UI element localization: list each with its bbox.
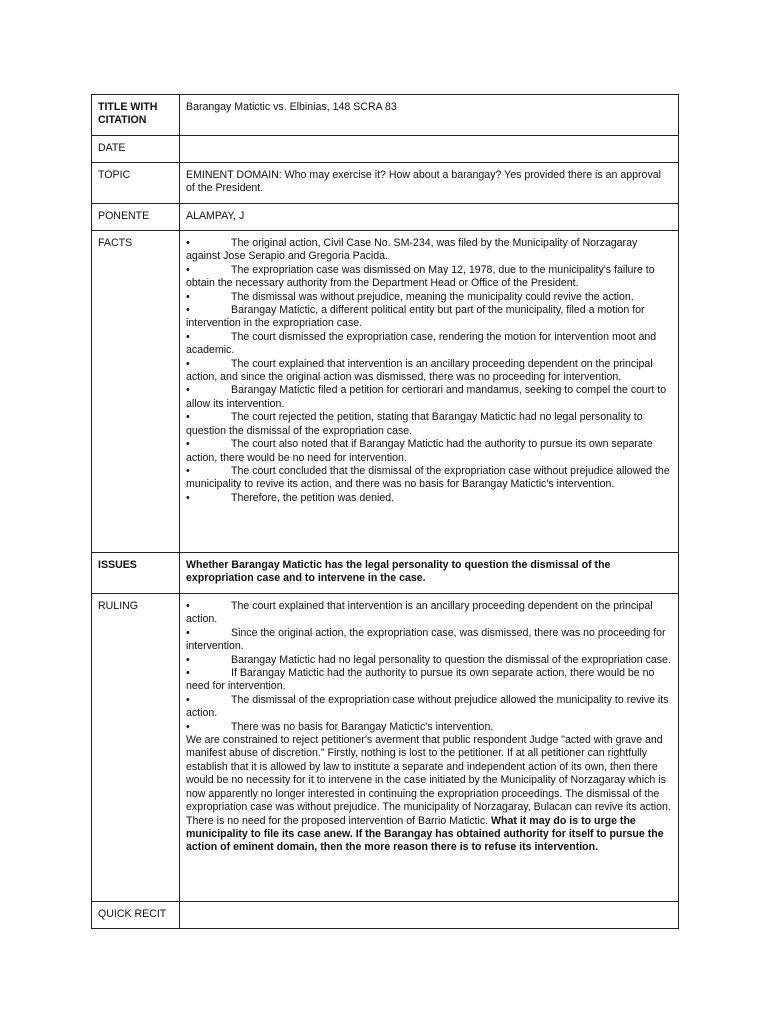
title-value: Barangay Matictic vs. Elbinias, 148 SCRA 83 xyxy=(180,95,679,136)
fact-text: The court also noted that if Barangay Matictic had the authority to pursue its own separate action, there would be no need for intervention. xyxy=(186,438,653,464)
ruling-text: Barangay Matictic had no legal personality to question the dismissal of the expropriation case. xyxy=(231,653,671,666)
ponente-row xyxy=(92,204,679,231)
bullet-icon: • xyxy=(186,411,190,424)
ruling-text: The dismissal of the expropriation case without prejudice allowed the municipality to revive its action. xyxy=(186,693,669,720)
fact-text: Barangay Matictic, a different political entity but part of the municipality, filed a motion for intervention in the expropriation case. xyxy=(186,304,645,330)
date-label: DATE xyxy=(92,136,180,163)
fact-item xyxy=(186,237,672,264)
fact-text: The expropriation case was dismissed on May 12, 1978, due to the municipality's failure to obtain the necessary authority from the Department Head or Office of the President. xyxy=(186,263,655,290)
ponente-value: ALAMPAY, J xyxy=(180,204,679,231)
bullet-icon: • xyxy=(186,720,190,733)
fact-item xyxy=(186,465,672,492)
bullet-icon: • xyxy=(186,653,190,666)
bullet-icon: • xyxy=(186,290,190,303)
bullet-icon: • xyxy=(186,626,190,639)
issues-row xyxy=(92,553,679,594)
bullet-icon: • xyxy=(186,491,190,504)
issues-value: Whether Barangay Matictic has the legal personality to question the dismissal of the expropriation case and to intervene in the case. xyxy=(180,553,679,594)
title-row xyxy=(92,95,679,136)
fact-item xyxy=(186,291,672,304)
bullet-icon: • xyxy=(186,384,190,397)
ruling-item xyxy=(186,654,672,667)
topic-row xyxy=(92,163,679,204)
ruling-text: The court explained that intervention is an ancillary proceeding dependent on the principal action. xyxy=(186,600,653,626)
date-row xyxy=(92,136,679,163)
facts-label: FACTS xyxy=(92,231,180,553)
bullet-icon: • xyxy=(186,304,190,317)
fact-item xyxy=(186,438,672,465)
bullet-icon: • xyxy=(186,464,190,477)
case-brief-table xyxy=(91,94,679,929)
ruling-text: Since the original action, the expropriation case, was dismissed, there was no proceeding for intervention. xyxy=(186,626,666,653)
fact-text: Therefore, the petition was denied. xyxy=(231,491,395,504)
fact-text: Barangay Matictic filed a petition for certiorari and mandamus, seeking to compel the court to allow its intervention. xyxy=(186,384,667,410)
issues-label: ISSUES xyxy=(92,553,180,594)
date-value xyxy=(180,136,679,163)
ruling-row xyxy=(92,594,679,902)
fact-text: The court dismissed the expropriation case, rendering the motion for intervention moot and academic. xyxy=(186,330,657,357)
ruling-paragraph-text: We are constrained to reject petitioner's averment that public respondent Judge "acted with grave and manifest abuse of discretion." Firstly, nothing is lost to the petitioner. If at all petitioner can rightfully establish that it is allowed by law to institute a separate and independent action of its own, then there would be no necessity for it to intervene in the case initiated by the Municipality of Norzagaray which is now apparently no longer interested in continuing the expropriation proceedings. The dismissal of the expropriation case was without prejudice. The municipality of Norzagaray, Bulacan can revive its action. There is no need for the proposed intervention of Barrio Matictic. xyxy=(186,734,671,827)
fact-text: The court rejected the petition, stating that Barangay Matictic had no legal personality to question the dismissal of the expropriation case. xyxy=(186,411,643,437)
facts-row xyxy=(92,231,679,553)
bullet-icon: • xyxy=(186,667,190,680)
ruling-paragraph-bold: What it may do is to urge the municipality to file its case anew. If the Barangay has obtained authority for itself to pursue the action of eminent domain, then the more reason there is to refuse its intervention. xyxy=(186,814,664,854)
bullet-icon: • xyxy=(186,600,190,612)
ruling-text: There was no basis for Barangay Matictic's intervention. xyxy=(231,720,494,733)
ruling-label: RULING xyxy=(92,594,180,902)
fact-item xyxy=(186,264,672,291)
fact-item xyxy=(186,304,672,331)
fact-item xyxy=(186,492,672,505)
ponente-label: PONENTE xyxy=(92,204,180,231)
fact-text: The original action, Civil Case No. SM-234, was filed by the Municipality of Norzagaray against Jose Serapio and Gregoria Pacida. xyxy=(186,237,638,263)
ruling-item xyxy=(186,600,672,627)
facts-list xyxy=(180,231,679,553)
fact-item xyxy=(186,331,672,358)
ruling-content xyxy=(180,594,679,902)
quick-recit-label: QUICK RECIT xyxy=(92,902,180,929)
ruling-text: If Barangay Matictic had the authority to pursue its own separate action, there would be no need for intervention. xyxy=(186,667,655,693)
fact-text: The court concluded that the dismissal of the expropriation case without prejudice allowed the municipality to revive its action, and there was no basis for Barangay Matictic's intervention. xyxy=(186,464,670,491)
fact-item xyxy=(186,411,672,438)
fact-text: The dismissal was without prejudice, meaning the municipality could revive the action. xyxy=(231,290,634,303)
ruling-item xyxy=(186,721,672,734)
bullet-icon: • xyxy=(186,693,190,706)
quick-recit-value xyxy=(180,902,679,929)
ruling-item xyxy=(186,694,672,721)
bullet-icon: • xyxy=(186,330,190,343)
topic-value: EMINENT DOMAIN: Who may exercise it? How about a barangay? Yes provided there is an approval of the President. xyxy=(180,163,679,204)
fact-text: The court explained that intervention is an ancillary proceeding dependent on the principal action, and since the original action was dismissed, there was no proceeding for intervention. xyxy=(186,357,653,384)
topic-label: TOPIC xyxy=(92,163,180,204)
title-label: TITLE WITH CITATION xyxy=(92,95,180,136)
bullet-icon: • xyxy=(186,237,190,249)
bullet-icon: • xyxy=(186,263,190,276)
bullet-icon: • xyxy=(186,438,190,451)
bullet-icon: • xyxy=(186,357,190,370)
quick-recit-row xyxy=(92,902,679,929)
fact-item xyxy=(186,358,672,385)
ruling-paragraph xyxy=(186,734,672,855)
fact-item xyxy=(186,384,672,411)
ruling-item xyxy=(186,627,672,654)
ruling-item xyxy=(186,667,672,694)
